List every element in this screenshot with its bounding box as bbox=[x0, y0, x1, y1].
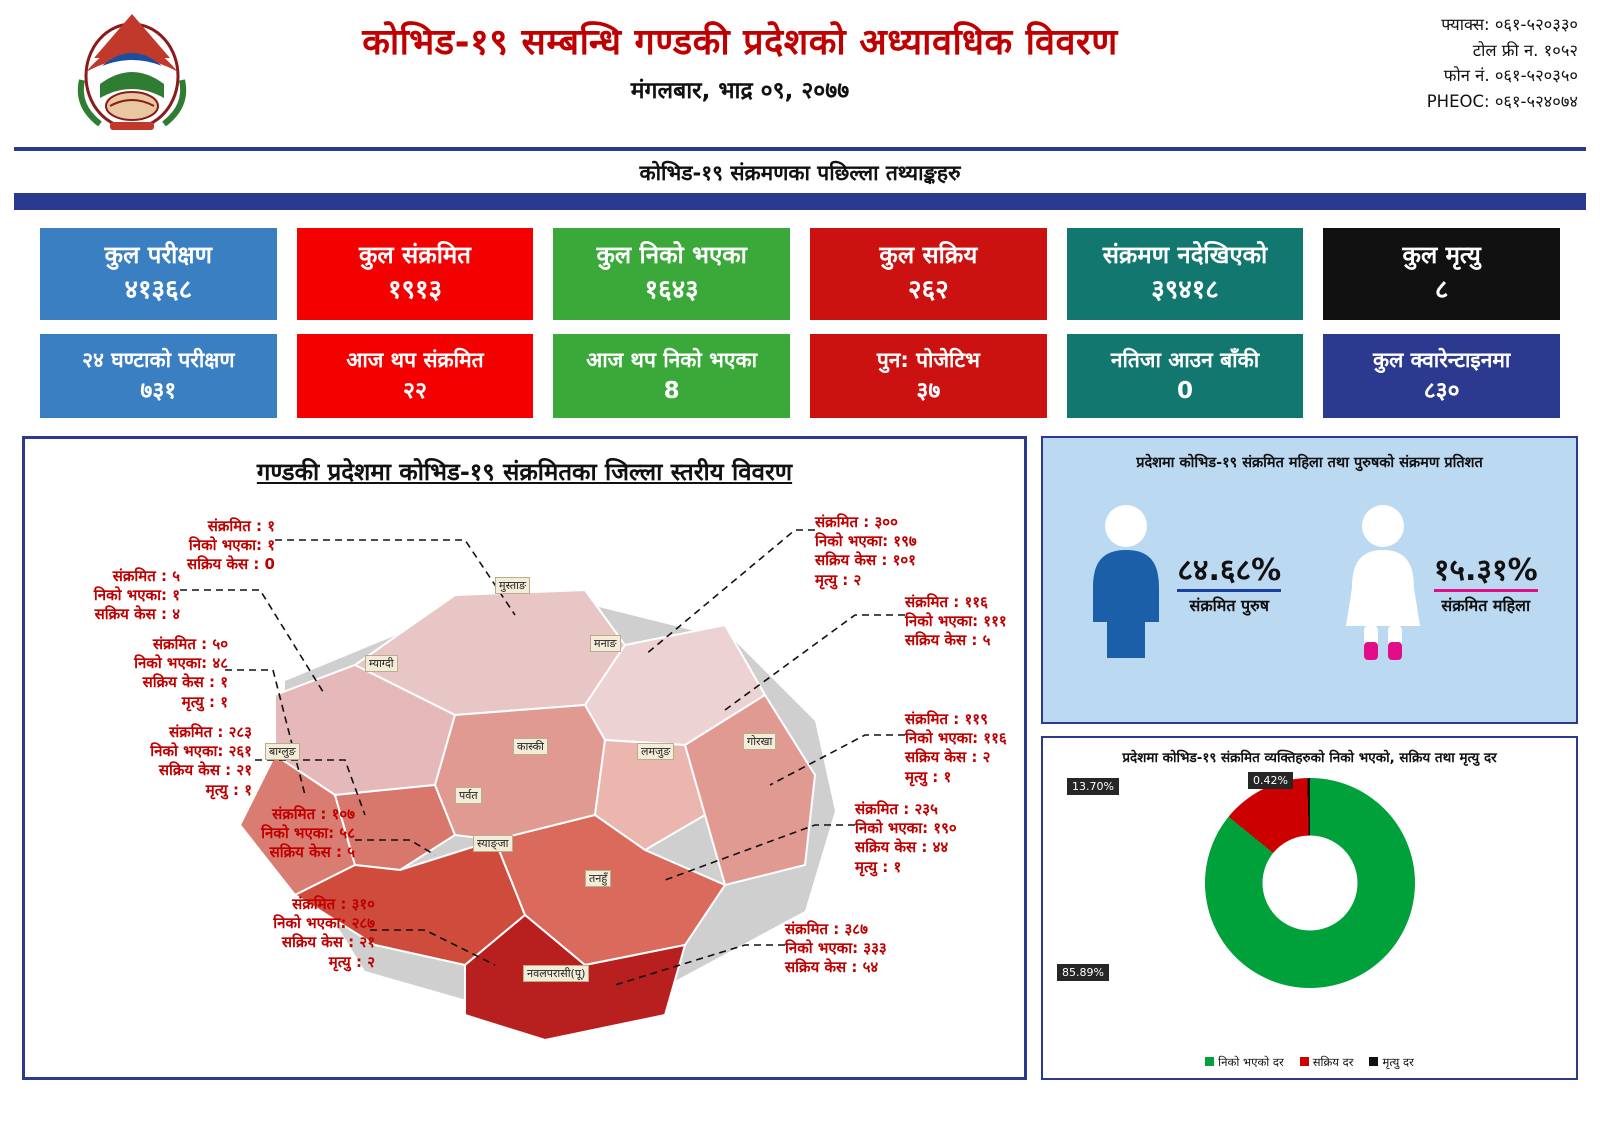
district-label-nawalparasi: नवलपरासी(पू) bbox=[523, 965, 589, 982]
male-caption: संक्रमित पुरुष bbox=[1177, 589, 1281, 616]
tile-value: ७३१ bbox=[140, 377, 177, 404]
callout-line: निको भएका: २८७ bbox=[273, 914, 375, 933]
callout-line: संक्रमित : ११६ bbox=[905, 593, 988, 611]
donut-hole bbox=[1262, 836, 1357, 931]
legend-swatch-black bbox=[1369, 1057, 1378, 1066]
tile-label: कुल परीक्षण bbox=[104, 241, 212, 270]
map-title: गण्डकी प्रदेशमा कोभिड-१९ संक्रमितका जिल्ला स्तरीय विवरण bbox=[256, 458, 793, 486]
tile-value: १६४३ bbox=[644, 274, 699, 305]
callout-line: संक्रमित : ५ bbox=[112, 567, 180, 585]
callout-myagdi bbox=[65, 567, 180, 625]
tile-value: ८ bbox=[1434, 274, 1449, 305]
callout-parbat bbox=[110, 723, 252, 800]
legend-label: सक्रिय दर bbox=[1312, 1055, 1354, 1069]
donut-legend bbox=[1043, 1055, 1576, 1070]
legend-label: निको भएको दर bbox=[1218, 1055, 1284, 1069]
main-panels bbox=[0, 432, 1600, 1092]
tile-value: ३७ bbox=[916, 377, 941, 404]
callout-line: संक्रमित : १०७ bbox=[272, 805, 355, 823]
tile-label: कुल मृत्यु bbox=[1402, 241, 1481, 270]
callout-line: निको भएका: ११६ bbox=[905, 729, 1007, 748]
tollfree-line: टोल फ्री न. १०५२ bbox=[1472, 40, 1578, 60]
district-map-panel bbox=[22, 436, 1027, 1080]
tile-value: १९१३ bbox=[387, 274, 443, 305]
callout-line: संक्रमित : ३८७ bbox=[785, 920, 868, 938]
gender-chart-title: प्रदेशमा कोभिड-१९ संक्रमित महिला तथा पुरुषको संक्रमण प्रतिशत bbox=[1136, 455, 1483, 471]
tile-value: २६२ bbox=[908, 274, 949, 305]
tile-label: नतिजा आउन बाँकी bbox=[1110, 347, 1260, 372]
page-title: कोभिड-१९ सम्बन्धि गण्डकी प्रदेशको अध्यावधिक विवरण bbox=[362, 22, 1118, 63]
legend-swatch-red bbox=[1300, 1057, 1309, 1066]
donut-label-death: 0.42% bbox=[1248, 772, 1293, 789]
callout-line: सक्रिय केस : २१ bbox=[281, 933, 375, 952]
district-label-baglung: बाग्लुङ bbox=[265, 743, 300, 760]
callout-line: सक्रिय केस : ५४ bbox=[785, 958, 879, 977]
callout-line: सक्रिय केस : २ bbox=[905, 748, 991, 767]
callout-line: निको भएका: ३३३ bbox=[785, 939, 887, 958]
gender-female-group bbox=[1338, 502, 1538, 662]
page-date: मंगलबार, भाद्र ०९, २०७७ bbox=[630, 78, 850, 105]
tile-new-recovered bbox=[553, 334, 790, 418]
callout-line: सक्रिय केस : २१ bbox=[158, 761, 252, 780]
map-area bbox=[25, 495, 1024, 1077]
tile-total-deaths bbox=[1323, 228, 1560, 320]
district-label-lamjung: लमजुङ bbox=[637, 743, 674, 760]
tile-repositive bbox=[810, 334, 1047, 418]
legend-item-active bbox=[1300, 1055, 1354, 1070]
callout-line: निको भएका: १११ bbox=[905, 612, 1007, 631]
callout-line: सक्रिय केस : ४ bbox=[94, 605, 180, 624]
callout-line: मृत्यु : १ bbox=[181, 692, 228, 711]
callout-line: मृत्यु : १ bbox=[855, 857, 902, 876]
callout-line: निको भएका: १९७ bbox=[815, 532, 917, 551]
tile-value: 0 bbox=[1176, 377, 1193, 404]
callout-tanahun bbox=[785, 920, 887, 978]
tile-quarantine bbox=[1323, 334, 1560, 418]
stat-tiles bbox=[0, 210, 1600, 432]
right-column bbox=[1041, 436, 1578, 1080]
title-block bbox=[200, 22, 1280, 105]
tile-value: ३९४१८ bbox=[1151, 274, 1219, 305]
tile-label: पुन: पोजेटिभ bbox=[876, 347, 980, 372]
female-percent: १५.३१% bbox=[1433, 553, 1538, 588]
tile-negative bbox=[1067, 228, 1304, 320]
legend-swatch-green bbox=[1205, 1057, 1214, 1066]
callout-line: निको भएका: १ bbox=[188, 536, 275, 555]
tile-label: कुल सक्रिय bbox=[879, 241, 978, 270]
outcome-donut-panel bbox=[1041, 736, 1578, 1080]
tile-value: ८३० bbox=[1423, 377, 1460, 404]
callout-nawalparasi bbox=[225, 895, 375, 972]
tile-new-infected bbox=[297, 334, 534, 418]
donut-chart-area bbox=[1043, 766, 1576, 1002]
callout-line: मृत्यु : १ bbox=[205, 780, 252, 799]
district-label-parbat: पर्वत bbox=[455, 787, 482, 804]
callout-gorkha bbox=[855, 800, 957, 877]
fax-line: फ्याक्स: ०६१-५२०३३० bbox=[1441, 15, 1578, 34]
district-label-syangja: स्याङ्जा bbox=[473, 835, 513, 852]
tile-total-tests bbox=[40, 228, 277, 320]
nepal-emblem-icon bbox=[72, 6, 192, 134]
callout-line: सक्रिय केस : १०१ bbox=[815, 551, 916, 570]
gender-chart-panel bbox=[1041, 436, 1578, 724]
callout-line: संक्रमित : ५० bbox=[152, 635, 228, 653]
district-label-tanahun: तनहुँ bbox=[585, 870, 611, 887]
district-label-mustang: मुस्ताङ bbox=[495, 577, 530, 594]
legend-item-recovered bbox=[1205, 1055, 1284, 1070]
tile-value: ४१३६८ bbox=[124, 274, 193, 305]
district-label-gorkha: गोरखा bbox=[743, 733, 776, 750]
section-banner-label: कोभिड-१९ संक्रमणका पछिल्ला तथ्याङ्कहरु bbox=[639, 161, 961, 185]
tile-total-infected bbox=[297, 228, 534, 320]
district-label-myagdi: म्याग्दी bbox=[365, 655, 398, 672]
contact-info bbox=[1427, 12, 1578, 114]
district-label-kaski: कास्की bbox=[513, 738, 548, 755]
callout-line: संक्रमित : १ bbox=[207, 517, 275, 535]
pheoc-line: PHEOC: ०६१-५२४०७४ bbox=[1426, 91, 1578, 111]
callout-line: निको भएका: २६१ bbox=[150, 742, 252, 761]
callout-line: संक्रमित : २३५ bbox=[855, 800, 938, 818]
tile-value: 8 bbox=[663, 377, 680, 404]
callout-line: संक्रमित : २८३ bbox=[169, 723, 252, 741]
female-caption: संक्रमित महिला bbox=[1434, 589, 1538, 616]
donut-chart-title: प्रदेशमा कोभिड-१९ संक्रमित व्यक्तिहरुको निको भएको, सक्रिय तथा मृत्यु दर bbox=[1122, 750, 1497, 766]
tile-label: कुल क्वारेन्टाइनमा bbox=[1372, 347, 1511, 372]
callout-line: सक्रिय केस : ५ bbox=[905, 631, 991, 650]
callout-line: संक्रमित : ११९ bbox=[905, 710, 988, 728]
callout-line: निको भएका: १ bbox=[93, 586, 180, 605]
callout-line: सक्रिय केस : ५ bbox=[269, 843, 355, 862]
blue-bar bbox=[14, 193, 1586, 210]
donut-chart bbox=[1205, 778, 1415, 988]
callout-mustang bbox=[165, 517, 275, 575]
callout-line: मृत्यु : २ bbox=[815, 570, 862, 589]
callout-kaski bbox=[815, 513, 917, 590]
tile-tests-24h bbox=[40, 334, 277, 418]
male-figure-icon bbox=[1081, 502, 1171, 662]
header bbox=[0, 0, 1600, 145]
callout-line: मृत्यु : २ bbox=[328, 952, 375, 971]
tile-label: कुल संक्रमित bbox=[359, 241, 471, 270]
tile-total-active bbox=[810, 228, 1047, 320]
callout-baglung bbox=[110, 635, 228, 712]
donut-label-active: 13.70% bbox=[1067, 778, 1119, 795]
tile-label: २४ घण्टाको परीक्षण bbox=[82, 347, 235, 372]
callout-lamjung bbox=[905, 710, 1007, 787]
male-percent: ८४.६८% bbox=[1177, 553, 1282, 588]
tile-label: संक्रमण नदेखिएको bbox=[1102, 241, 1268, 270]
legend-item-death bbox=[1369, 1055, 1413, 1070]
gender-male-group bbox=[1081, 502, 1281, 662]
callout-line: संक्रमित : ३०० bbox=[815, 513, 898, 531]
callout-line: निको भएका: ४८ bbox=[134, 654, 228, 673]
callout-line: सक्रिय केस : ४४ bbox=[855, 838, 949, 857]
tile-pending-results bbox=[1067, 334, 1304, 418]
gender-chart-body bbox=[1043, 472, 1576, 692]
callout-line: मृत्यु : १ bbox=[905, 767, 952, 786]
callout-manang bbox=[905, 593, 1007, 651]
callout-line: निको भएका: ५८ bbox=[261, 824, 355, 843]
donut-label-recovered: 85.89% bbox=[1057, 964, 1109, 981]
callout-line: सक्रिय केस : 0 bbox=[186, 555, 275, 574]
callout-line: सक्रिय केस : १ bbox=[142, 673, 228, 692]
callout-line: निको भएका: १९० bbox=[855, 819, 957, 838]
tile-label: आज थप निको भएका bbox=[586, 347, 758, 372]
legend-label: मृत्यु दर bbox=[1382, 1055, 1414, 1069]
district-label-manang: मनाङ bbox=[590, 635, 621, 652]
callout-line: संक्रमित : ३१० bbox=[292, 895, 375, 913]
tile-label: आज थप संक्रमित bbox=[346, 347, 484, 372]
phone-line: फोन नं. ०६१-५२०३५० bbox=[1443, 66, 1578, 86]
tile-total-recovered bbox=[553, 228, 790, 320]
callout-syangja bbox=[215, 805, 355, 863]
female-figure-icon bbox=[1338, 502, 1428, 662]
tile-value: २२ bbox=[403, 377, 427, 404]
tile-label: कुल निको भएका bbox=[596, 241, 747, 270]
